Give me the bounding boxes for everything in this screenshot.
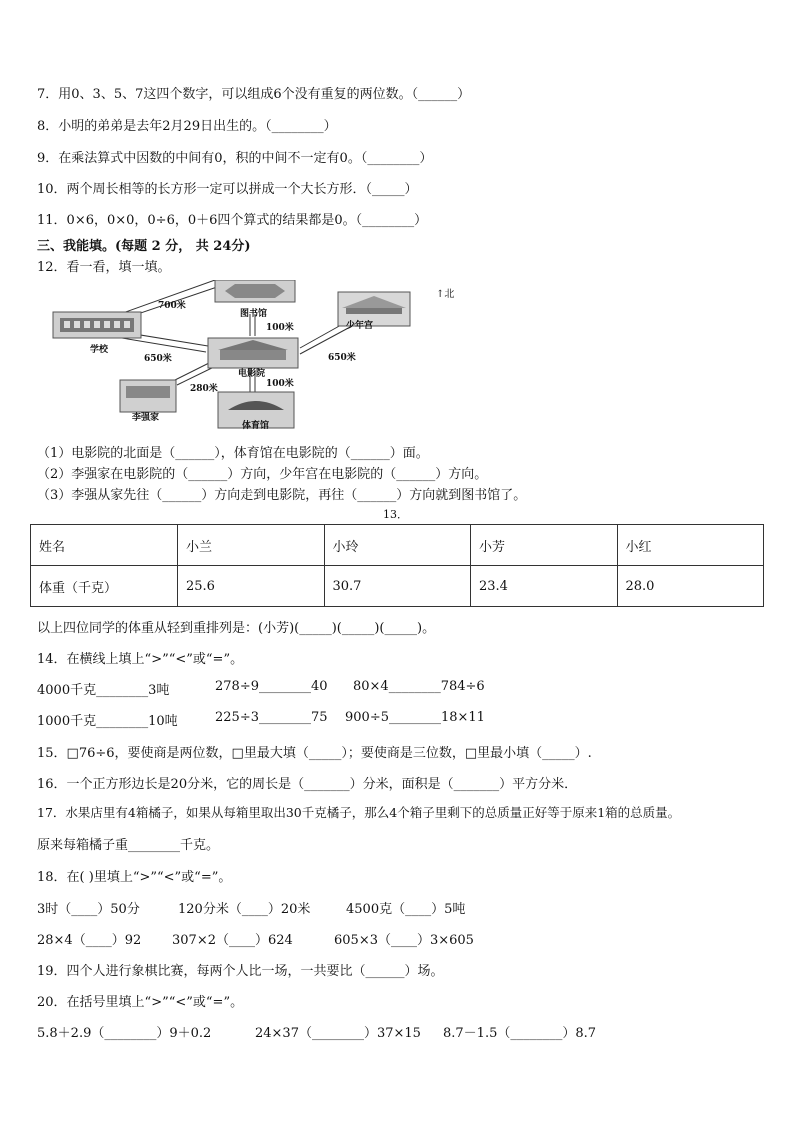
- label-cinema-youth-distance: 650米: [328, 353, 356, 363]
- question-19: 19．四个人进行象棋比赛，每两个人比一场，一共要比（______）场。: [37, 964, 444, 979]
- label-home-cinema-distance: 280米: [190, 384, 218, 394]
- compare-item: 80×4________784÷6: [353, 679, 485, 694]
- table-cell: 25.6: [178, 566, 325, 607]
- question-14-stem: 14．在横线上填上“>”“<”或“=”。: [37, 652, 244, 667]
- table-row: [31, 566, 764, 607]
- table-cell: 姓名: [31, 525, 178, 566]
- question-9: 9．在乘法算式中因数的中间有0，积的中间不一定有0。（________）: [37, 151, 433, 166]
- label-school: 学校: [90, 345, 109, 355]
- table-cell: 23.4: [471, 566, 618, 607]
- library-building: [215, 280, 295, 302]
- compare-item: 120分米（____）20米: [178, 902, 311, 917]
- table-cell: 小芳: [471, 525, 618, 566]
- compare-item: 605×3（____）3×605: [334, 933, 474, 948]
- compare-item: 307×2（____）624: [172, 933, 293, 948]
- table-cell: 30.7: [324, 566, 471, 607]
- compare-item: 8.7－1.5（________）8.7: [443, 1026, 597, 1041]
- question-12-sub2: （2）李强家在电影院的（______）方向，少年宫在电影院的（______）方向。: [37, 467, 488, 482]
- map-drawing: [50, 280, 470, 430]
- question-7: 7．用0、3、5、7这四个数字，可以组成6个没有重复的两位数。（______）: [37, 87, 471, 102]
- north-arrow-label: ↑北: [436, 289, 455, 300]
- label-cinema: 电影院: [238, 369, 266, 379]
- table-row: [31, 525, 764, 566]
- map-figure: [50, 280, 470, 430]
- table-cell: 小红: [617, 525, 764, 566]
- label-school-cinema-distance: 650米: [144, 354, 172, 364]
- question-10: 10．两个周长相等的长方形一定可以拼成一个大长方形．（_____）: [37, 182, 418, 197]
- school-building: [53, 312, 141, 338]
- label-school-library-distance: 700米: [158, 301, 186, 311]
- compare-item: 28×4（____）92: [37, 933, 142, 948]
- label-library-cinema-distance: 100米: [266, 323, 294, 333]
- question-12-stem: 12．看一看，填一填。: [37, 260, 171, 275]
- label-home: 李强家: [132, 413, 160, 423]
- compare-item: 3时（____）50分: [37, 902, 140, 917]
- compare-item: 5.8＋2.9（________）9＋0.2: [37, 1026, 212, 1041]
- question-18-stem: 18．在( )里填上“>”“<”或“=”。: [37, 870, 232, 885]
- question-12-sub1: （1）电影院的北面是（______），体育馆在电影院的（______）面。: [37, 446, 429, 461]
- section-title: 三、我能填。(每题 2 分， 共 24分): [37, 239, 251, 254]
- question-15: 15．□76÷6，要使商是两位数，□里最大填（_____）；要使商是三位数，□里最小填（_____）.: [37, 746, 592, 761]
- compare-item: 1000千克________10吨: [37, 714, 178, 729]
- compare-item: 4500克（____）5吨: [346, 902, 466, 917]
- question-17-line2: 原来每箱橘子重________千克。: [37, 838, 220, 853]
- weight-table: [30, 524, 764, 607]
- label-library: 图书馆: [240, 309, 268, 319]
- question-13-number: 13．: [383, 508, 408, 521]
- table-cell: 小兰: [178, 525, 325, 566]
- question-20-stem: 20．在括号里填上“>”“<”或“=”。: [37, 995, 244, 1010]
- table-cell: 体重（千克）: [31, 566, 178, 607]
- question-17-line1: 17．水果店里有4箱橘子，如果从每箱里取出30千克橘子，那么4个箱子里剩下的总质量正好等于原来1箱的总质量。: [37, 805, 681, 820]
- label-gym: 体育馆: [242, 421, 270, 431]
- cinema-building: [208, 338, 298, 368]
- compare-item: 24×37（________）37×15: [255, 1026, 421, 1041]
- compare-item: 900÷5________18×11: [345, 710, 485, 725]
- label-youth-palace: 少年宫: [346, 321, 374, 331]
- label-cinema-gym-distance: 100米: [266, 379, 294, 389]
- question-13-text: 以上四位同学的体重从轻到重排列是：(小芳)(_____)(_____)(_____)。: [37, 621, 436, 636]
- compare-item: 4000千克________3吨: [37, 683, 170, 698]
- question-11: 11．0×6，0×0，0÷6，0＋6四个算式的结果都是0。（________）: [37, 213, 428, 228]
- question-16: 16．一个正方形边长是20分米，它的周长是（_______）分米，面积是（_______）平方分米．: [37, 777, 578, 792]
- question-12-sub3: （3）李强从家先往（______）方向走到电影院，再往（______）方向就到图书馆了。: [37, 488, 527, 503]
- home-building: [120, 380, 176, 412]
- question-8: 8．小明的弟弟是去年2月29日出生的。（________）: [37, 119, 337, 134]
- table-cell: 小玲: [324, 525, 471, 566]
- compare-item: 278÷9________40: [215, 679, 328, 694]
- table-cell: 28.0: [617, 566, 764, 607]
- compare-item: 225÷3________75: [215, 710, 328, 725]
